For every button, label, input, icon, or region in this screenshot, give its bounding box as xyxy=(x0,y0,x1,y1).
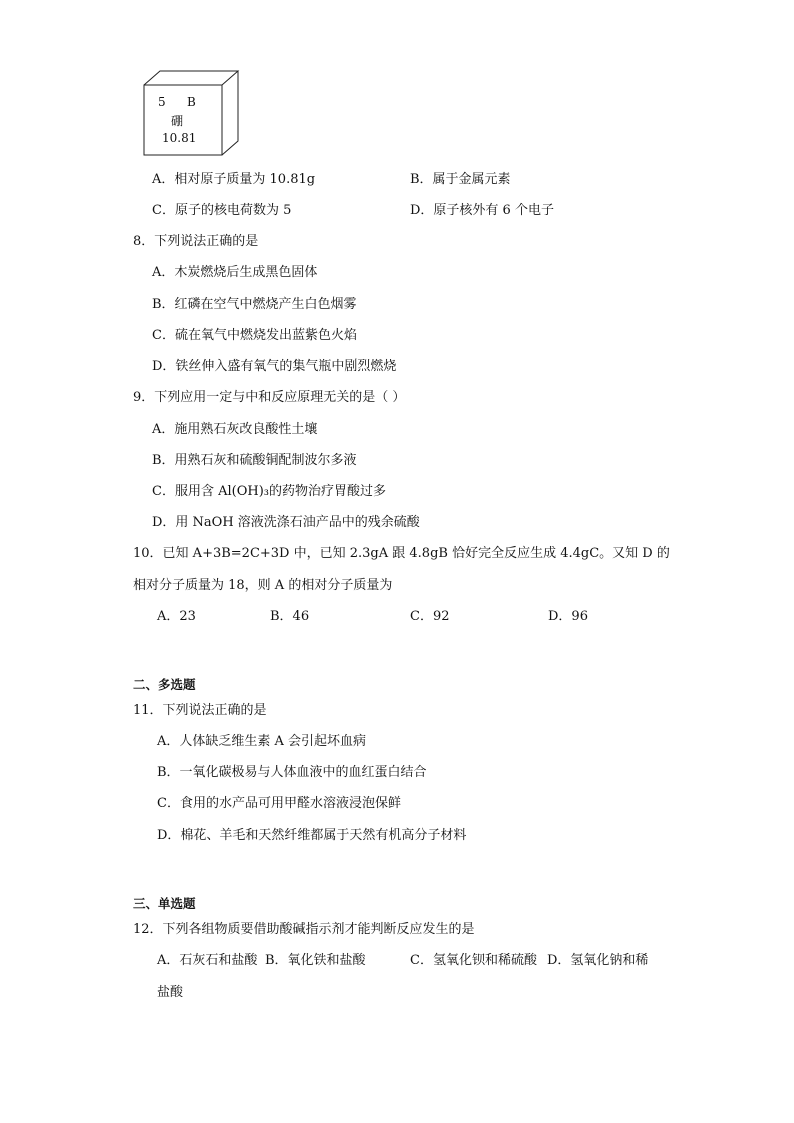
q12-option-d: D．氢氧化钠和稀 xyxy=(547,953,649,968)
q9-stem: 9．下列应用一定与中和反应原理无关的是（ ） xyxy=(133,390,406,405)
q10-option-c: C．92 xyxy=(410,609,450,624)
q8-option-d: D．铁丝伸入盛有氧气的集气瓶中剧烈燃烧 xyxy=(152,359,397,374)
q12-stem: 12．下列各组物质要借助酸碱指示剂才能判断反应发生的是 xyxy=(133,922,475,937)
q10-option-a: A．23 xyxy=(157,609,196,624)
q9-option-d: D．用 NaOH 溶液洗涤石油产品中的残余硫酸 xyxy=(152,515,420,530)
atomic-number: 5 xyxy=(158,95,166,109)
q7-option-b: B．属于金属元素 xyxy=(410,172,511,187)
q11-option-b: B．一氧化碳极易与人体血液中的血红蛋白结合 xyxy=(157,765,427,780)
element-symbol: B xyxy=(187,95,196,109)
q8-option-c: C．硫在氧气中燃烧发出蓝紫色火焰 xyxy=(152,328,357,343)
section-title-single-choice: 三、单选题 xyxy=(133,896,196,911)
q8-option-a: A．木炭燃烧后生成黑色固体 xyxy=(152,265,318,280)
q7-option-c: C．原子的核电荷数为 5 xyxy=(152,203,292,218)
atomic-mass: 10.81 xyxy=(162,131,197,145)
q12-option-d-wrap: 盐酸 xyxy=(157,985,184,1000)
q9-option-a: A．施用熟石灰改良酸性土壤 xyxy=(152,422,318,437)
q11-option-c: C．食用的水产品可用甲醛水溶液浸泡保鲜 xyxy=(157,796,401,811)
q9-option-b: B．用熟石灰和硫酸铜配制波尔多液 xyxy=(152,453,357,468)
q9-option-c: C．服用含 Al(OH)₃的药物治疗胃酸过多 xyxy=(152,484,386,499)
section-title-multiple-choice: 二、多选题 xyxy=(133,677,196,692)
q12-option-c: C．氢氧化钡和稀硫酸 xyxy=(410,953,537,968)
q11-stem: 11．下列说法正确的是 xyxy=(133,703,267,718)
q8-option-b: B．红磷在空气中燃烧产生白色烟雾 xyxy=(152,297,357,312)
q10-option-d: D．96 xyxy=(548,609,588,624)
element-card-boron xyxy=(140,68,240,158)
q7-option-d: D．原子核外有 6 个电子 xyxy=(410,203,554,218)
q10-option-b: B．46 xyxy=(270,609,310,624)
q10-stem-line2: 相对分子质量为 18，则 A 的相对分子质量为 xyxy=(133,578,393,593)
q11-option-a: A．人体缺乏维生素 A 会引起坏血病 xyxy=(157,734,367,749)
q12-option-a: A．石灰石和盐酸 xyxy=(157,953,258,968)
q8-stem: 8．下列说法正确的是 xyxy=(133,234,259,249)
q12-option-b: B．氧化铁和盐酸 xyxy=(265,953,366,968)
q11-option-d: D．棉花、羊毛和天然纤维都属于天然有机高分子材料 xyxy=(157,828,467,843)
q7-option-a: A．相对原子质量为 10.81g xyxy=(152,172,316,187)
element-name: 硼 xyxy=(171,114,184,128)
q10-stem-line1: 10．已知 A+3B=2C+3D 中，已知 2.3gA 跟 4.8gB 恰好完全反应生成 4.4gC。又知 D 的 xyxy=(133,546,670,561)
